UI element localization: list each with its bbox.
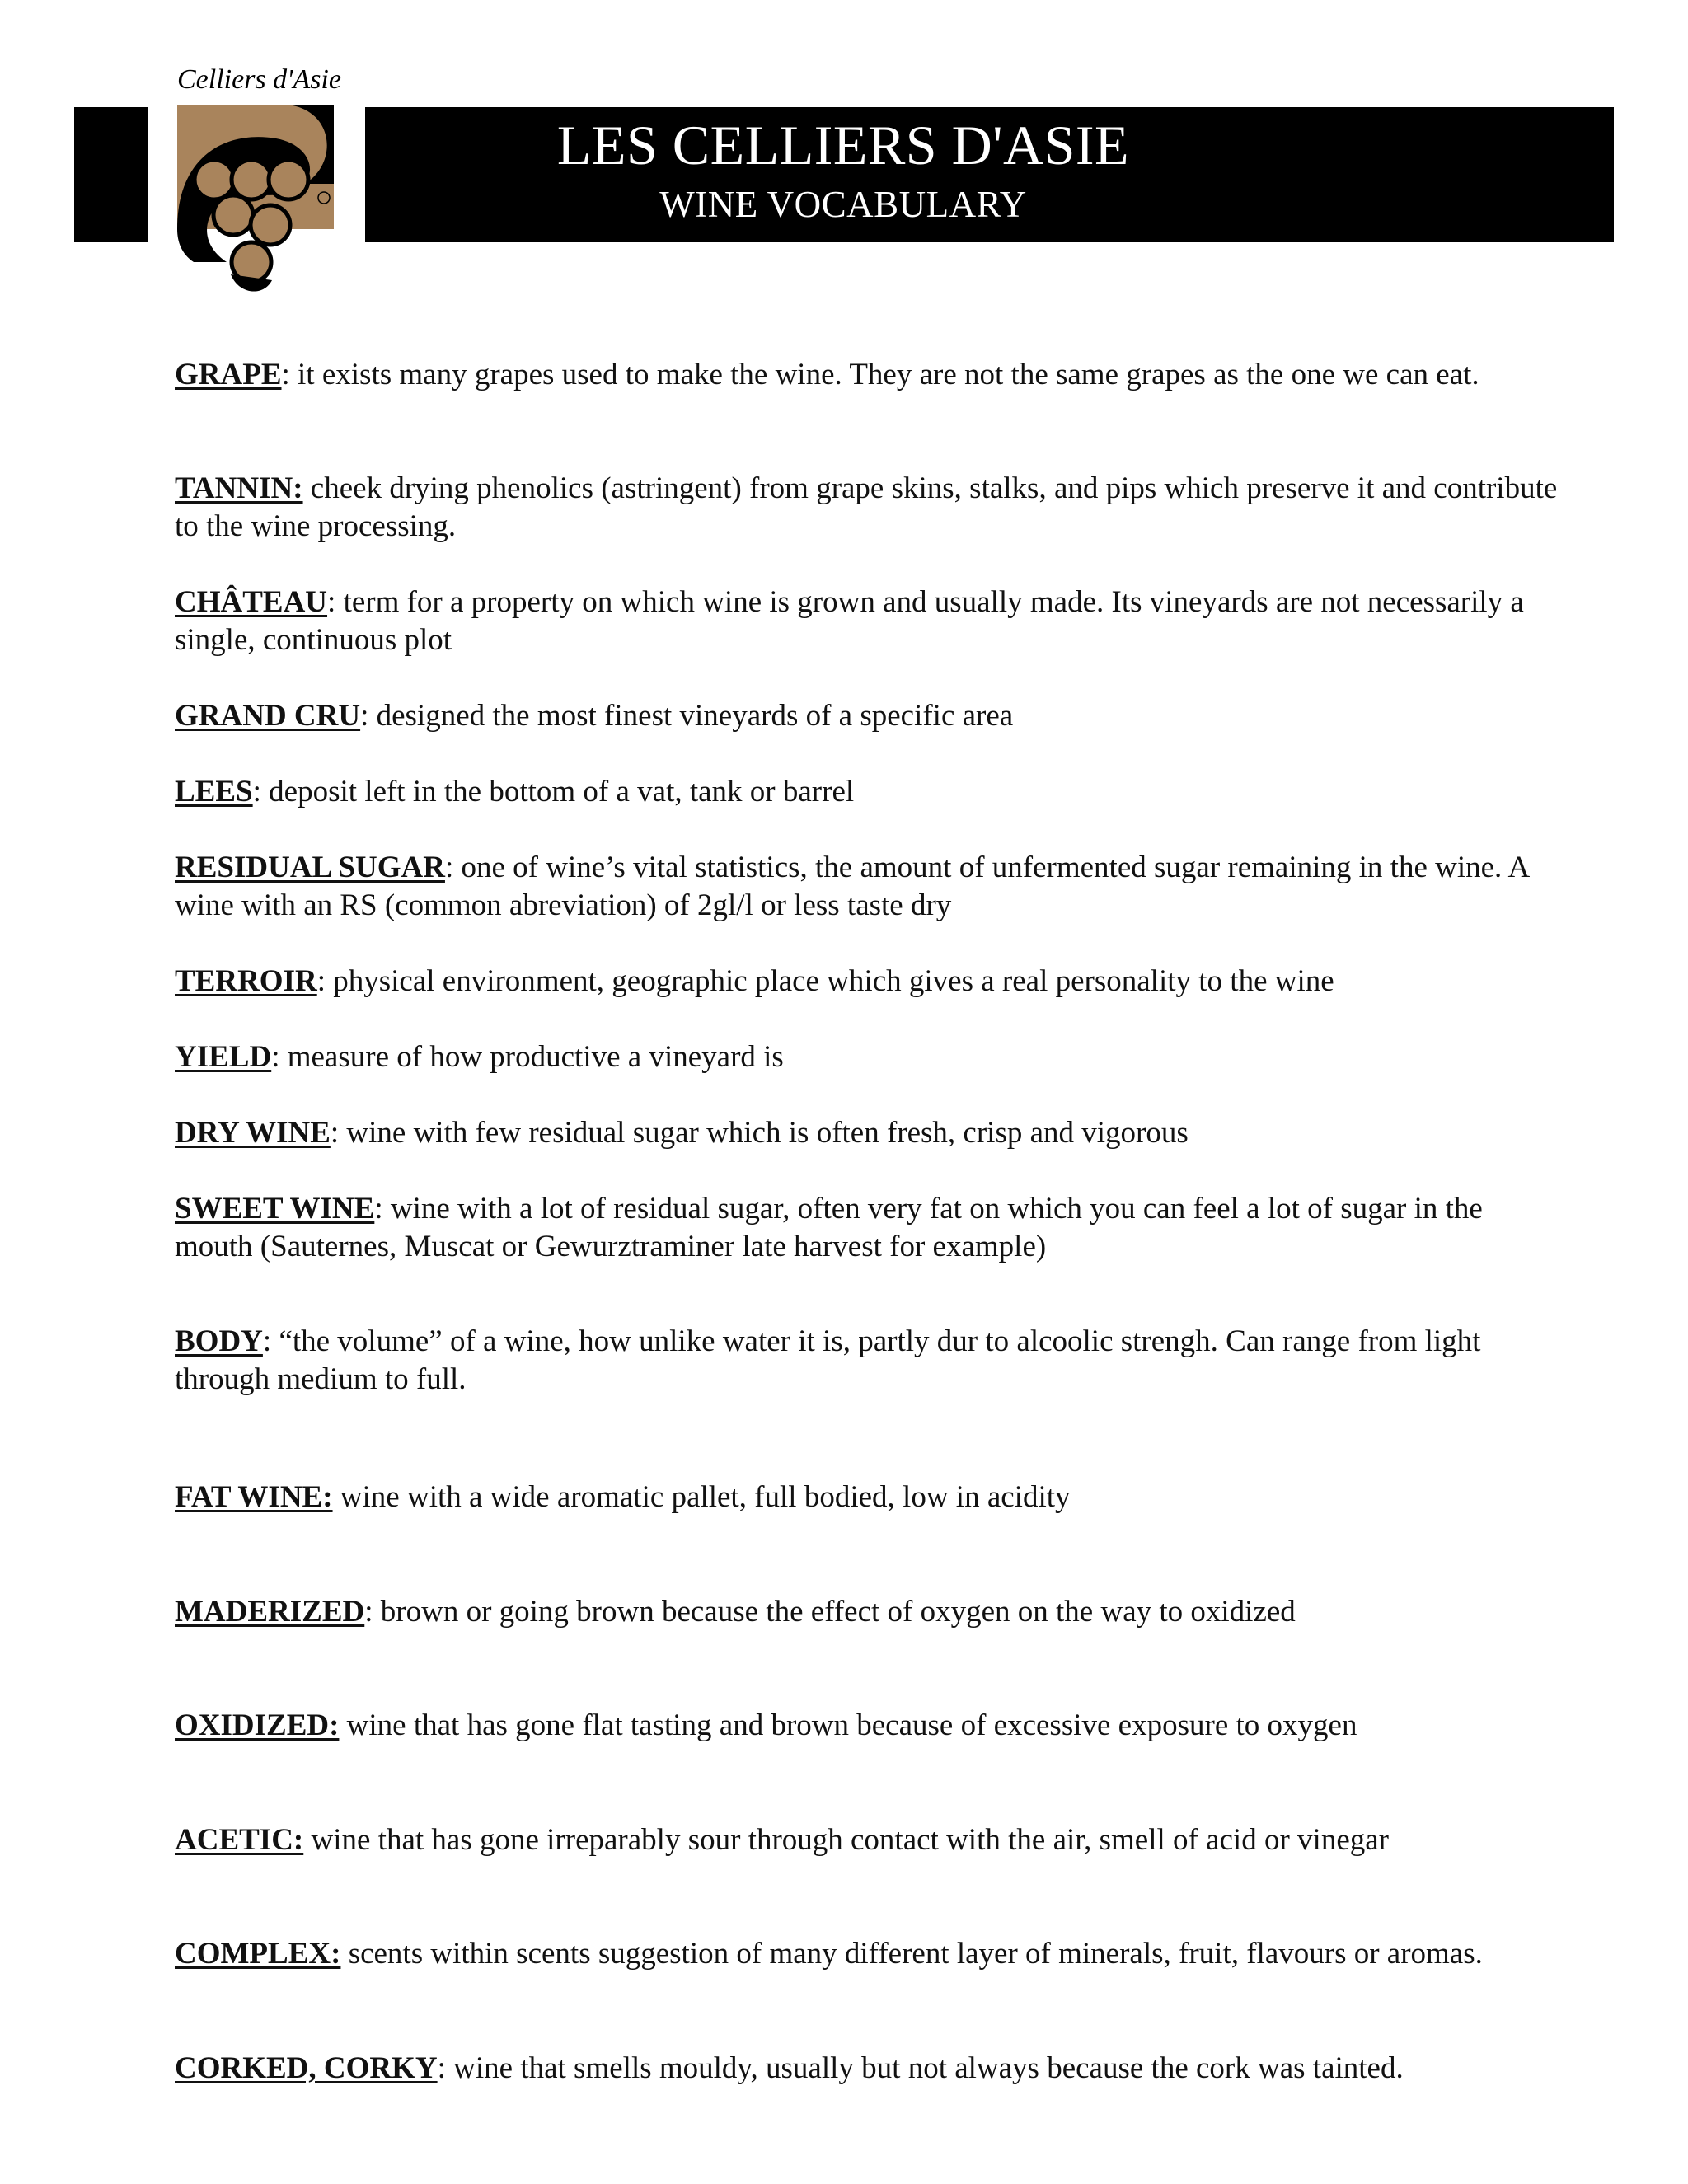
vocabulary-term: MADERIZED: [175, 1595, 365, 1629]
vocabulary-definition: deposit left in the bottom of a vat, tank or barrel: [260, 775, 855, 808]
term-separator: :: [316, 964, 326, 998]
vocabulary-term: GRAPE: [175, 358, 282, 391]
term-separator: :: [330, 1116, 340, 1150]
term-separator: :: [364, 1595, 373, 1629]
vocabulary-definition: wine with a lot of residual sugar, often very fat on which you can feel a lot of sugar in the mouth (Sauternes, Muscat or Gewurztraminer late harvest for example): [175, 1192, 1483, 1263]
vocabulary-definition: wine with a wide aromatic pallet, full bodied, low in acidity: [332, 1480, 1071, 1514]
vocabulary-term: CHÂTEAU: [175, 585, 328, 619]
vocabulary-definition: “the volume” of a wine, how unlike water it is, partly dur to alcoolic strengh. Can range from light through medium to full.: [175, 1324, 1481, 1396]
vocabulary-definition: wine that smells mouldy, usually but not always because the cork was tainted.: [445, 2051, 1404, 2085]
vocabulary-entry: [175, 1593, 1559, 1631]
term-separator: :: [271, 1040, 280, 1074]
vocabulary-term: TERROIR: [175, 964, 317, 998]
vocabulary-definition: brown or going brown because the effect of oxygen on the way to oxidized: [373, 1595, 1296, 1629]
vocabulary-entry: [175, 773, 1559, 811]
vocabulary-entry: [175, 1038, 1559, 1076]
vocabulary-term: GRAND CRU: [175, 699, 361, 733]
vocabulary-definition: physical environment, geographic place which gives a real personality to the wine: [325, 964, 1334, 998]
vocabulary-term: ACETIC:: [175, 1823, 304, 1857]
vocabulary-definition: wine with few residual sugar which is often fresh, crisp and vigorous: [339, 1116, 1189, 1150]
vocabulary-entry: [175, 1935, 1559, 1973]
vocabulary-entry: [175, 1114, 1559, 1152]
vocabulary-definition: scents within scents suggestion of many different layer of minerals, fruit, flavours or aromas.: [340, 1937, 1483, 1971]
page-title: LES CELLIERS D'ASIE: [556, 114, 1130, 176]
term-separator: :: [437, 2051, 446, 2085]
vocabulary-definition: wine that has gone flat tasting and brown because of excessive exposure to oxygen: [339, 1708, 1357, 1742]
vocabulary-term: YIELD: [175, 1040, 272, 1074]
vocabulary-term: TANNIN:: [175, 471, 303, 505]
vocabulary-term: OXIDIZED:: [175, 1708, 340, 1742]
vocabulary-entry: [175, 2050, 1559, 2088]
vocabulary-entry: [175, 1479, 1559, 1516]
vocabulary-term: LEES: [175, 775, 253, 808]
vocabulary-entry: [175, 1190, 1559, 1266]
vocabulary-term: DRY WINE: [175, 1116, 331, 1150]
vocabulary-definition: term for a property on which wine is grown and usually made. Its vineyards are not necessarily a single, continuous plot: [175, 585, 1524, 657]
vocabulary-entry: [175, 583, 1559, 659]
term-separator: :: [360, 699, 369, 733]
grape-logo-icon: [169, 105, 342, 300]
vocabulary-entry: [175, 470, 1559, 546]
vocabulary-term: FAT WINE:: [175, 1480, 333, 1514]
vocabulary-definition: designed the most finest vineyards of a specific area: [368, 699, 1014, 733]
term-separator: :: [281, 358, 290, 391]
term-separator: :: [252, 775, 261, 808]
vocabulary-term: SWEET WINE: [175, 1192, 375, 1226]
vocabulary-entry: [175, 963, 1559, 1001]
vocabulary-definition: it exists many grapes used to make the wine. They are not the same grapes as the one we can eat.: [289, 358, 1479, 391]
vocabulary-term: RESIDUAL SUGAR: [175, 851, 445, 884]
term-separator: :: [262, 1324, 272, 1358]
vocabulary-entry: [175, 697, 1559, 735]
term-separator: :: [444, 851, 454, 884]
vocabulary-entry: [175, 356, 1559, 394]
vocabulary-definition: wine that has gone irreparably sour through contact with the air, smell of acid or vinegar: [303, 1823, 1389, 1857]
term-separator: :: [327, 585, 336, 619]
vocabulary-entry: [175, 1707, 1559, 1745]
page-subtitle: WINE VOCABULARY: [659, 184, 1027, 225]
term-separator: :: [374, 1192, 383, 1226]
vocabulary-definition: cheek drying phenolics (astringent) from grape skins, stalks, and pips which preserve it and contribute to the wine processing.: [175, 471, 1558, 543]
vocabulary-term: CORKED, CORKY: [175, 2051, 438, 2085]
vocabulary-term: COMPLEX:: [175, 1937, 341, 1971]
header-bar-left: [74, 107, 148, 242]
vocabulary-entry: [175, 1323, 1559, 1399]
vocabulary-definition: one of wine’s vital statistics, the amount of unfermented sugar remaining in the wine. A wine with an RS (common abreviation) of 2gl/l or less taste dry: [175, 851, 1529, 922]
vocabulary-definition: measure of how productive a vineyard is: [279, 1040, 784, 1074]
logo-wordmark: Celliers d'Asie: [177, 64, 341, 95]
vocabulary-entry: [175, 1821, 1559, 1859]
vocabulary-entry: [175, 849, 1559, 925]
vocabulary-term: BODY: [175, 1324, 263, 1358]
